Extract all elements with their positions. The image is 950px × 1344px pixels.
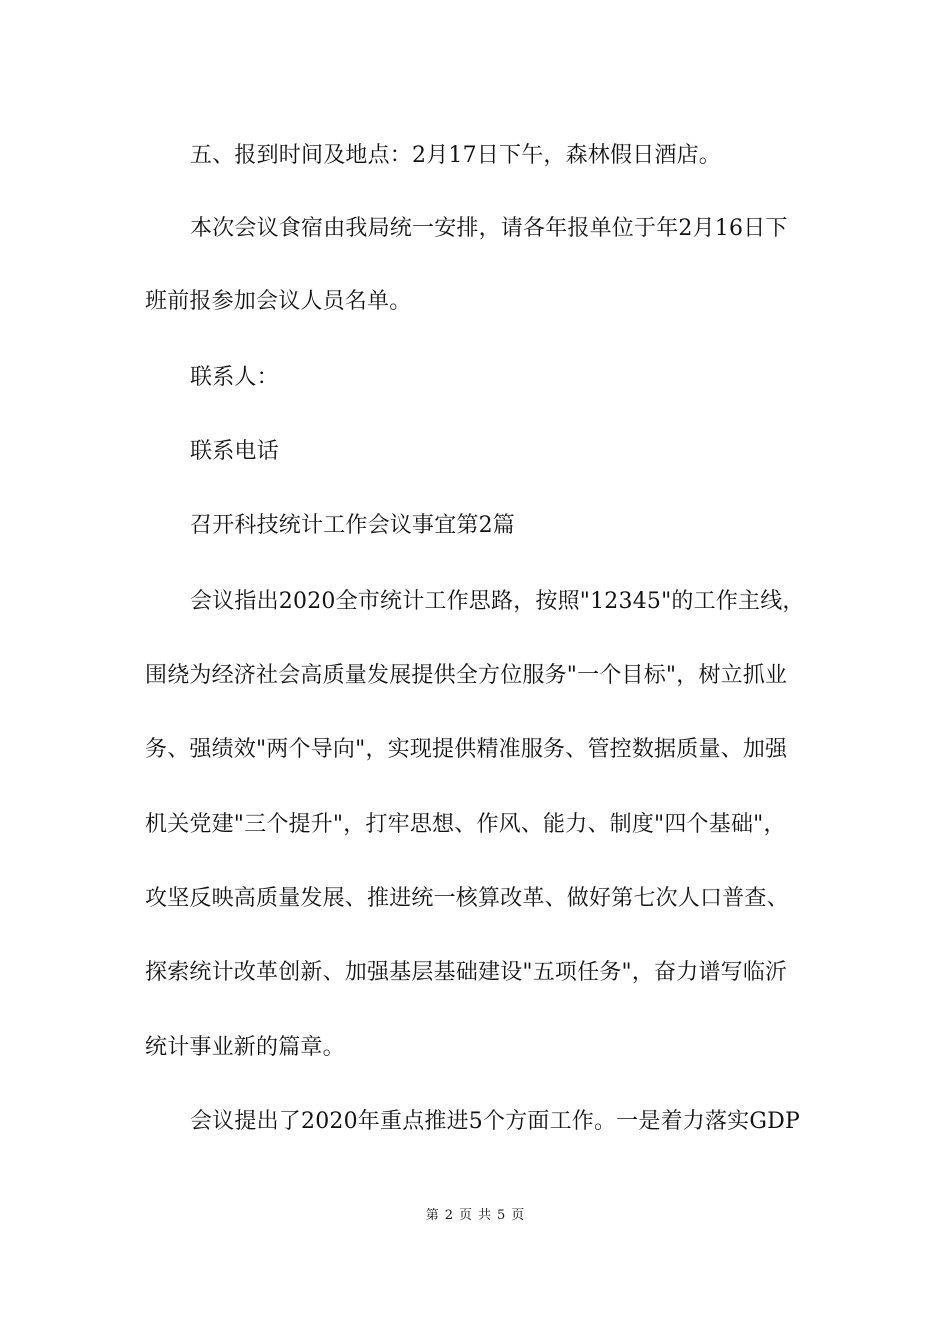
paragraph-line: 务、强绩效"两个导向"，实现提供精准服务、管控数据质量、加强 — [145, 737, 788, 762]
paragraph-line: 探索统计改革创新、加强基层基础建设"五项任务"，奋力谱写临沂 — [145, 960, 788, 985]
paragraph-line: 班前报参加会议人员名单。 — [145, 289, 412, 314]
paragraph-line: 五、报到时间及地点：2月17日下午，森林假日酒店。 — [190, 143, 721, 168]
paragraph-line: 联系人： — [190, 365, 279, 390]
paragraph-line: 会议提出了2020年重点推进5个方面工作。一是着力落实GDP — [190, 1109, 801, 1134]
footer-page-word: 页 — [458, 1208, 472, 1223]
footer-suffix: 页 — [511, 1208, 525, 1223]
footer-prefix: 第 — [425, 1208, 439, 1223]
footer-total-pages: 5 — [497, 1208, 506, 1223]
page-footer — [0, 1208, 950, 1224]
paragraph-line: 本次会议食宿由我局统一安排，请各年报单位于年2月16日下 — [190, 216, 788, 241]
footer-total-word: 共 — [478, 1208, 492, 1223]
section-heading: 召开科技统计工作会议事宜第2篇 — [190, 513, 515, 538]
paragraph-line: 统计事业新的篇章。 — [145, 1035, 345, 1060]
paragraph-line: 会议指出2020全市统计工作思路，按照"12345"的工作主线， — [190, 589, 805, 614]
paragraph-line: 联系电话 — [190, 439, 279, 464]
paragraph-line: 围绕为经济社会高质量发展提供全方位服务"一个目标"，树立抓业 — [145, 663, 788, 688]
paragraph-line: 攻坚反映高质量发展、推进统一核算改革、做好第七次人口普查、 — [145, 886, 789, 911]
paragraph-line: 机关党建"三个提升"，打牢思想、作风、能力、制度"四个基础"， — [145, 812, 786, 837]
footer-current-page: 2 — [444, 1208, 453, 1223]
